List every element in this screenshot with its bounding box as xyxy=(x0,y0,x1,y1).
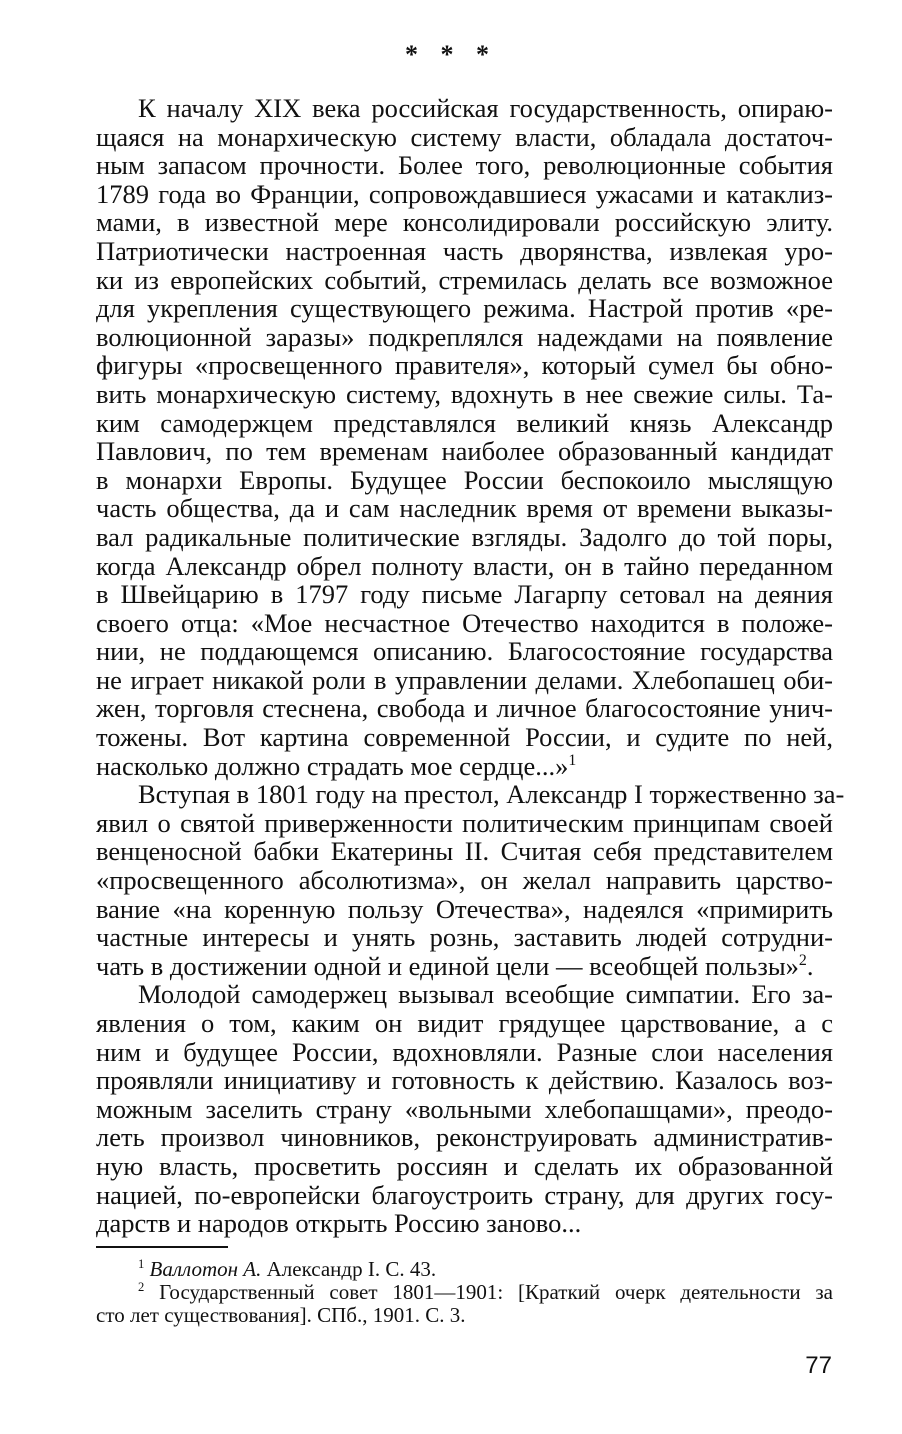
text-line: тожены. Вот картина современной России, и судите по ней, xyxy=(96,722,833,753)
text-line: не играет никакой роли в управлении делами. Хлебопашец оби- xyxy=(96,664,833,695)
sentence-end: . xyxy=(806,950,814,981)
footnote-1 xyxy=(96,1258,833,1281)
text-line: ки из европейских событий, стремилась делать все возможное xyxy=(96,264,833,295)
text-line: мами, в известной мере консолидировали российскую элиту. xyxy=(96,207,833,238)
text-line xyxy=(96,952,833,981)
footnote-number: 1 xyxy=(138,1257,145,1271)
text-line: в Швейцарию в 1797 году письме Лагарпу сетовал на деяния xyxy=(96,579,833,610)
text-line: ным запасом прочности. Более того, революционные события xyxy=(96,150,833,181)
footnote-divider xyxy=(96,1246,228,1248)
text-line: нацией, по-европейски благоустроить страну, для других госу- xyxy=(96,1179,833,1210)
text-line: «просвещенного абсолютизма», он желал направить царство- xyxy=(96,865,833,896)
text-line: венценосной бабки Екатерины II. Считая себя представителем xyxy=(96,836,833,867)
text-line xyxy=(96,752,833,781)
text-line: часть общества, да и сам наследник время от времени выказы- xyxy=(96,493,833,524)
footnote-text: Александр I. С. 43. xyxy=(261,1257,437,1281)
text-line: вал радикальные политические взгляды. Задолго до той поры, xyxy=(96,521,833,552)
text-line: нии, не поддающемся описанию. Благосостояние государства xyxy=(96,636,833,667)
text-line: Вступая в 1801 году на престол, Александр I торжественно за- xyxy=(138,779,845,810)
text-line: жен, торговля стеснена, свобода и личное благосостояние унич- xyxy=(96,693,833,724)
text-line: можным заселить страну «вольными хлебопашцами», преодо- xyxy=(96,1093,833,1124)
text-line: 1789 года во Франции, сопровождавшиеся ужасами и катаклиз- xyxy=(96,178,833,209)
footnote-ref-1[interactable]: 1 xyxy=(568,751,577,769)
text-line: вить монархическую систему, вдохнуть в нее свежие силы. Та- xyxy=(96,378,833,409)
text-line: Павлович, по тем временам наиболее образованный кандидат xyxy=(96,436,833,467)
footnote-ref-2[interactable]: 2 xyxy=(798,951,807,969)
footnote-2 xyxy=(96,1281,833,1304)
text-line: леть произвол чиновников, реконструировать административ- xyxy=(96,1122,833,1153)
footnote-text: Государственный совет 1801—1901: [Краткий очерк деятельности за xyxy=(159,1280,834,1304)
text-line: ним и будущее России, вдохновляли. Разные слои населения xyxy=(96,1036,833,1067)
text-line: явления о том, каким он видит грядущее царствование, а с xyxy=(96,1008,833,1038)
text-line: явил о святой приверженности политическим принципам своей xyxy=(96,807,833,838)
paragraph-3 xyxy=(96,980,833,1237)
text-line: ким самодержцем представлялся великий князь Александр xyxy=(96,407,833,438)
text-line: в монархи Европы. Будущее России беспокоило мыслящую xyxy=(96,464,833,495)
text-line: вание «на коренную пользу Отечества», надеялся «примирить xyxy=(96,893,833,924)
footnote-2-continuation: сто лет существования]. СПб., 1901. С. 3. xyxy=(96,1303,466,1327)
text-line: волюционной заразы» подкреплялся надеждами на появление xyxy=(96,321,833,352)
paragraph-2 xyxy=(96,779,845,981)
main-text xyxy=(96,93,845,1239)
text-line: дарств и народов открыть Россию заново... xyxy=(96,1208,582,1239)
text-line: ную власть, просветить россиян и сделать их образованной xyxy=(96,1150,833,1181)
text-line: частные интересы и унять рознь, заставить людей сотрудни- xyxy=(96,922,833,953)
text-line-content: насколько должно страдать мое сердце...» xyxy=(96,750,569,781)
text-line: проявляли инициативу и готовность к действию. Казалось воз- xyxy=(96,1065,833,1096)
footnotes xyxy=(96,1258,833,1327)
text-line: К началу XIX века российская государственность, опираю- xyxy=(138,93,833,123)
text-line: Молодой самодержец вызывал всеобщие симпатии. Его за- xyxy=(138,979,833,1010)
text-line: для укрепления существующего режима. Настрой против «ре- xyxy=(96,293,833,324)
page-number: 77 xyxy=(805,1352,832,1379)
text-line: Патриотически настроенная часть дворянства, извлекая уро- xyxy=(96,235,833,266)
footnote-number: 2 xyxy=(138,1280,145,1294)
text-line: своего отца: «Мое несчастное Отечество находится в положе- xyxy=(96,607,833,638)
text-line: фигуры «просвещенного правителя», который сумел бы обно- xyxy=(96,350,833,381)
paragraph-1 xyxy=(96,94,833,780)
text-line-content: чать в достижении одной и единой цели — всеобщей пользы» xyxy=(96,950,799,981)
footnote-author: Валлотон А. xyxy=(149,1257,262,1281)
section-separator: * * * xyxy=(405,40,497,69)
text-line: когда Александр обрел полноту власти, он в тайно переданном xyxy=(96,550,833,581)
text-line: щаяся на монархическую систему власти, обладала достаточ- xyxy=(96,121,833,152)
